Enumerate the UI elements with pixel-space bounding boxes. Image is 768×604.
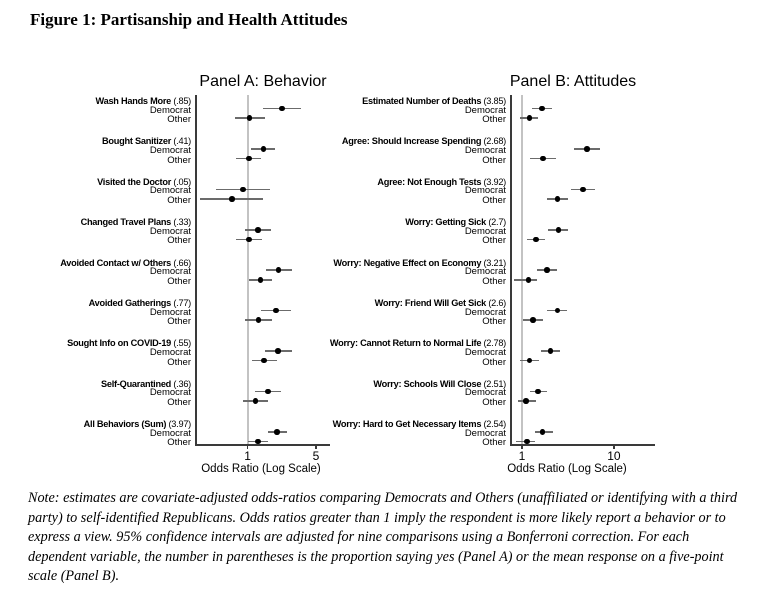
group-label: Bought Sanitizer (.41) (102, 136, 191, 147)
row-label: Democrat (464, 145, 506, 156)
group-label: Changed Travel Plans (.33) (80, 217, 191, 228)
row-label: Other (167, 397, 191, 408)
point-marker (253, 398, 259, 404)
row-label: Other (482, 397, 506, 408)
x-axis-title: Odds Ratio (Log Scale) (201, 463, 321, 475)
row-label: Other (482, 356, 506, 368)
row-label: Other (482, 114, 506, 126)
row-label: Other (167, 114, 191, 126)
point-marker (240, 187, 246, 193)
row-label: Democrat (464, 427, 506, 439)
row-label: Democrat (149, 306, 191, 318)
group-label: Worry: Friend Will Get Sick (2.6) (374, 298, 506, 308)
point-marker (540, 156, 546, 162)
group-label: Worry: Hard to Get Necessary Items (2.54) (332, 419, 506, 430)
row-label: Democrat (464, 225, 506, 237)
group-label: Agree: Should Increase Spending (2.68) (341, 136, 506, 147)
group-label: Worry: Schools Will Close (2.51) (373, 378, 506, 389)
point-marker (261, 358, 267, 364)
row-label: Other (167, 356, 191, 368)
group-label: Sought Info on COVID-19 (.55) (67, 338, 191, 349)
point-marker (527, 115, 533, 121)
y-axis-spine (195, 95, 197, 444)
point-marker (527, 358, 533, 364)
row-label: Other (482, 437, 506, 449)
row-label: Other (167, 154, 191, 166)
row-label: Democrat (149, 427, 191, 439)
x-axis-line (195, 444, 330, 446)
row-label: Democrat (464, 347, 506, 358)
y-axis-spine (510, 95, 512, 444)
x-tick-label: 1 (244, 449, 251, 463)
point-marker (258, 277, 264, 283)
point-marker (256, 317, 262, 323)
point-marker (555, 196, 561, 202)
row-label: Democrat (149, 225, 191, 237)
point-marker (265, 389, 271, 395)
point-marker (526, 277, 532, 283)
reference-line (247, 95, 249, 444)
row-label: Other (482, 195, 506, 206)
row-label: Democrat (149, 347, 191, 358)
row-label: Other (167, 437, 191, 449)
x-tick-label: 5 (312, 449, 320, 463)
point-marker (535, 389, 541, 395)
point-marker (279, 106, 285, 112)
point-marker (246, 237, 252, 243)
point-marker (246, 156, 252, 162)
point-marker (580, 187, 586, 193)
point-marker (255, 439, 261, 445)
x-tick-label: 1 (518, 449, 526, 463)
row-label: Democrat (149, 266, 191, 278)
group-label: Wash Hands More (.85) (95, 96, 191, 106)
point-marker (555, 308, 561, 314)
row-label: Democrat (149, 387, 191, 399)
row-label: Other (482, 316, 506, 328)
x-axis-line (510, 444, 655, 446)
x-tick-label: 10 (607, 449, 621, 463)
row-label: Other (167, 195, 191, 206)
row-label: Other (482, 275, 506, 287)
group-label: Self-Quarantined (.36) (101, 378, 191, 389)
point-marker (584, 146, 590, 152)
panel-title: Panel A: Behavior (199, 73, 327, 90)
figure-title: Figure 1: Partisanship and Health Attitudes (30, 10, 348, 29)
row-label: Democrat (464, 387, 506, 399)
point-marker (533, 237, 539, 243)
point-marker (530, 317, 536, 323)
point-marker (275, 348, 281, 354)
row-label: Other (167, 316, 191, 328)
group-label: Visited the Doctor (.05) (97, 176, 191, 187)
point-marker (255, 227, 261, 233)
point-marker (276, 267, 282, 273)
point-marker (523, 398, 529, 404)
group-label: Worry: Getting Sick (2.7) (405, 217, 506, 228)
point-marker (524, 439, 530, 445)
reference-line (521, 95, 523, 444)
group-label: Worry: Negative Effect on Economy (3.21) (333, 257, 506, 268)
row-label: Democrat (464, 266, 506, 278)
figure-note: Note: estimates are covariate-adjusted odds-ratios comparing Democrats and Others (unaffiliated or identifying with a third party) to self-identified Republicans. Odds ratios greater than 1 imply the respondent is more likely report a behavior or to express a view. 95% confidence intervals are adjusted for nine comparisons using a Bonferroni correction. For each dependent variable, the number in parentheses is the proportion saying yes (Panel A) or the mean response on a five-point scale (Panel B). (28, 490, 738, 584)
row-label: Other (167, 235, 191, 247)
group-label: Agree: Not Enough Tests (3.92) (377, 176, 506, 187)
group-label: Avoided Gatherings (.77) (88, 298, 191, 308)
row-label: Other (167, 275, 191, 287)
point-marker (273, 308, 279, 314)
point-marker (229, 196, 235, 202)
row-label: Democrat (149, 185, 191, 197)
group-label: Worry: Cannot Return to Normal Life (2.78) (329, 338, 506, 349)
point-marker (539, 106, 545, 112)
panel-title: Panel B: Attitudes (509, 73, 637, 90)
row-label: Other (482, 154, 506, 166)
group-label: Avoided Contact w/ Others (.66) (60, 257, 191, 268)
row-label: Democrat (464, 104, 506, 116)
x-axis-title: Odds Ratio (Log Scale) (507, 463, 627, 475)
row-label: Democrat (149, 145, 191, 156)
row-label: Democrat (149, 104, 191, 116)
row-label: Other (482, 235, 506, 247)
group-label: All Behaviors (Sum) (3.97) (83, 419, 191, 430)
point-marker (548, 348, 554, 354)
point-marker (540, 429, 546, 435)
point-marker (274, 429, 280, 435)
group-label: Estimated Number of Deaths (3.85) (362, 96, 506, 106)
row-label: Democrat (464, 185, 506, 197)
point-marker (247, 115, 253, 121)
row-label: Democrat (464, 306, 506, 318)
point-marker (556, 227, 562, 233)
point-marker (261, 146, 267, 152)
point-marker (544, 267, 550, 273)
